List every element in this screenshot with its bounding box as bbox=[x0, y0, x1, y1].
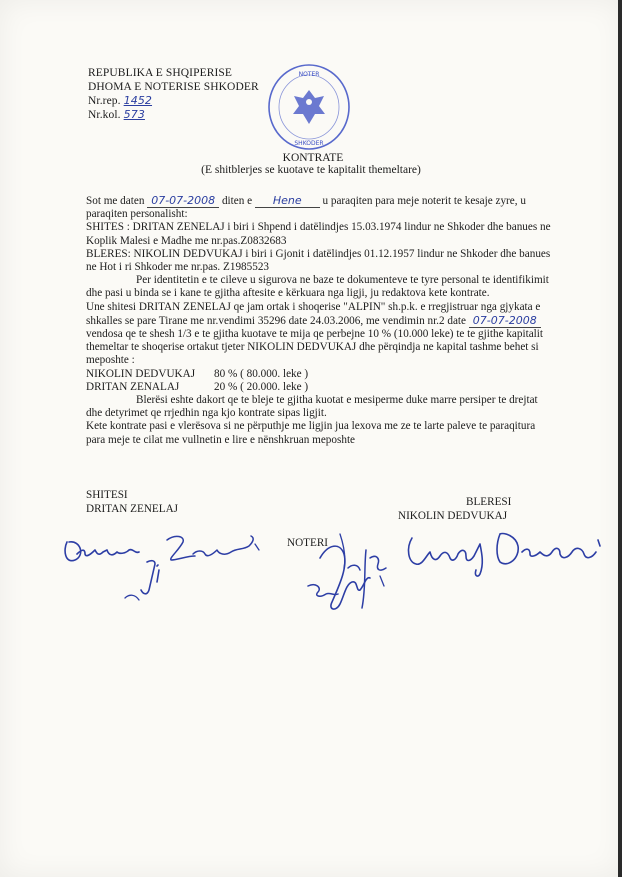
intro-text-b: diten e bbox=[221, 195, 253, 207]
nr-kol-label: Nr.kol. bbox=[88, 109, 121, 121]
paragraph-buyer: BLERES: NIKOLIN DEDVUKAJ i biri i Gjonit i datëlindjes 01.12.1957 lindur ne Shkoder dhe banues ne Hot i ri Shkoder me nr.pas. Z1985523 bbox=[86, 247, 551, 274]
document-subtitle: (E shitblerjes se kuotave te kapitalit themeltare) bbox=[201, 164, 421, 176]
seller-signature bbox=[55, 520, 275, 620]
transfer-text-a: Une shitesi DRITAN ZENELAJ qe jam ortak i shoqerise "ALPIN" sh.p.k. e rregjistruar nga gjykata e shkalles se pare Tirane me nr.vendimi 35296 date 24.03.2006, me vendimin nr.2 date bbox=[86, 300, 541, 327]
share-row bbox=[86, 368, 556, 381]
paragraph-identity: Per identitetin e te cileve u sigurova ne baze te dokumenteve te tyre personal te identifikimit dhe pasi u binda se i kane te gjitha aftesite e kërkuara nga ligji, ju redaktova kete kontrate. bbox=[86, 274, 549, 300]
stamp-text-bottom: SHKODER bbox=[294, 140, 324, 147]
share-row bbox=[86, 381, 556, 394]
notary-stamp bbox=[266, 62, 352, 152]
notary-role-label: NOTERI bbox=[287, 537, 329, 549]
share-holder-name: NIKOLIN DEDVUKAJ bbox=[86, 367, 196, 380]
notary-signature bbox=[300, 528, 400, 623]
contract-body bbox=[86, 194, 556, 447]
share-holder-value: 20 % ( 20.000. leke ) bbox=[214, 380, 309, 393]
scan-edge bbox=[618, 0, 622, 877]
contract-day: Hene bbox=[255, 194, 320, 208]
nr-rep-label: Nr.rep. bbox=[88, 95, 121, 107]
nr-kol bbox=[88, 108, 145, 122]
document-title-block bbox=[0, 152, 622, 176]
header-line1: REPUBLIKA E SHQIPERISE bbox=[88, 67, 233, 79]
buyer-role-label: BLERESI bbox=[466, 496, 512, 508]
share-holder-value: 80 % ( 80.000. leke ) bbox=[214, 367, 309, 380]
buyer-signature bbox=[400, 518, 610, 588]
contract-date: 07-07-2008 bbox=[147, 194, 219, 208]
nr-rep-value: 1452 bbox=[123, 94, 153, 107]
nr-kol-value: 573 bbox=[123, 108, 145, 121]
seller-name-label: DRITAN ZENELAJ bbox=[86, 503, 179, 515]
nr-rep bbox=[88, 94, 152, 108]
eagle-emblem-icon bbox=[293, 90, 325, 124]
header-line2: DHOMA E NOTERISE SHKODER bbox=[88, 81, 259, 93]
stamp-text-top: NOTER bbox=[298, 71, 320, 78]
intro-text-a: Sot me daten bbox=[86, 195, 145, 207]
seller-role-label: SHITESI bbox=[86, 489, 128, 501]
share-holder-name: DRITAN ZENALAJ bbox=[86, 380, 180, 393]
paragraph-closing: Kete kontrate pasi e vlerësova si ne përputhje me ligjin jua lexova me ze te larte paleve te paraqitura para meje te cilat me vullnetin e lire e nënshkruan meposhte bbox=[86, 420, 536, 446]
intro-text-c: u paraqiten para meje noterit te kesaje zyre, u paraqiten personalisht: bbox=[86, 195, 526, 221]
paragraph-seller: SHITES : DRITAN ZENELAJ i biri i Shpend i datëlindjes 15.03.1974 lindur ne Shkoder dhe banues ne Koplik Malesi e Madhe me nr.pas.Z0832683 bbox=[86, 221, 551, 247]
buyer-name-label: NIKOLIN DEDVUKAJ bbox=[398, 510, 508, 522]
paragraph-transfer bbox=[86, 301, 556, 368]
paragraph-agreement: Blerësi eshte dakort qe te bleje te gjitha kuotat e mesiperme duke marre persiper te drejtat dhe detyrimet qe rrjedhin nga kjo kontrate sipas ligjit. bbox=[86, 394, 538, 420]
paragraph-intro bbox=[86, 194, 556, 221]
transfer-text-b: vendosa qe te shesh 1/3 e te gjitha kuotave te mija qe perbejne 10 % (10.000 leke) te te gjithe kapitalit themeltar te shoqerise ortakut tjeter NIKOLIN DEDVUKAJ dhe përqindja ne kapital tashme behet si meposhte : bbox=[86, 328, 543, 367]
document-title: KONTRATE bbox=[282, 152, 344, 164]
decision-date: 07-07-2008 bbox=[469, 314, 541, 328]
